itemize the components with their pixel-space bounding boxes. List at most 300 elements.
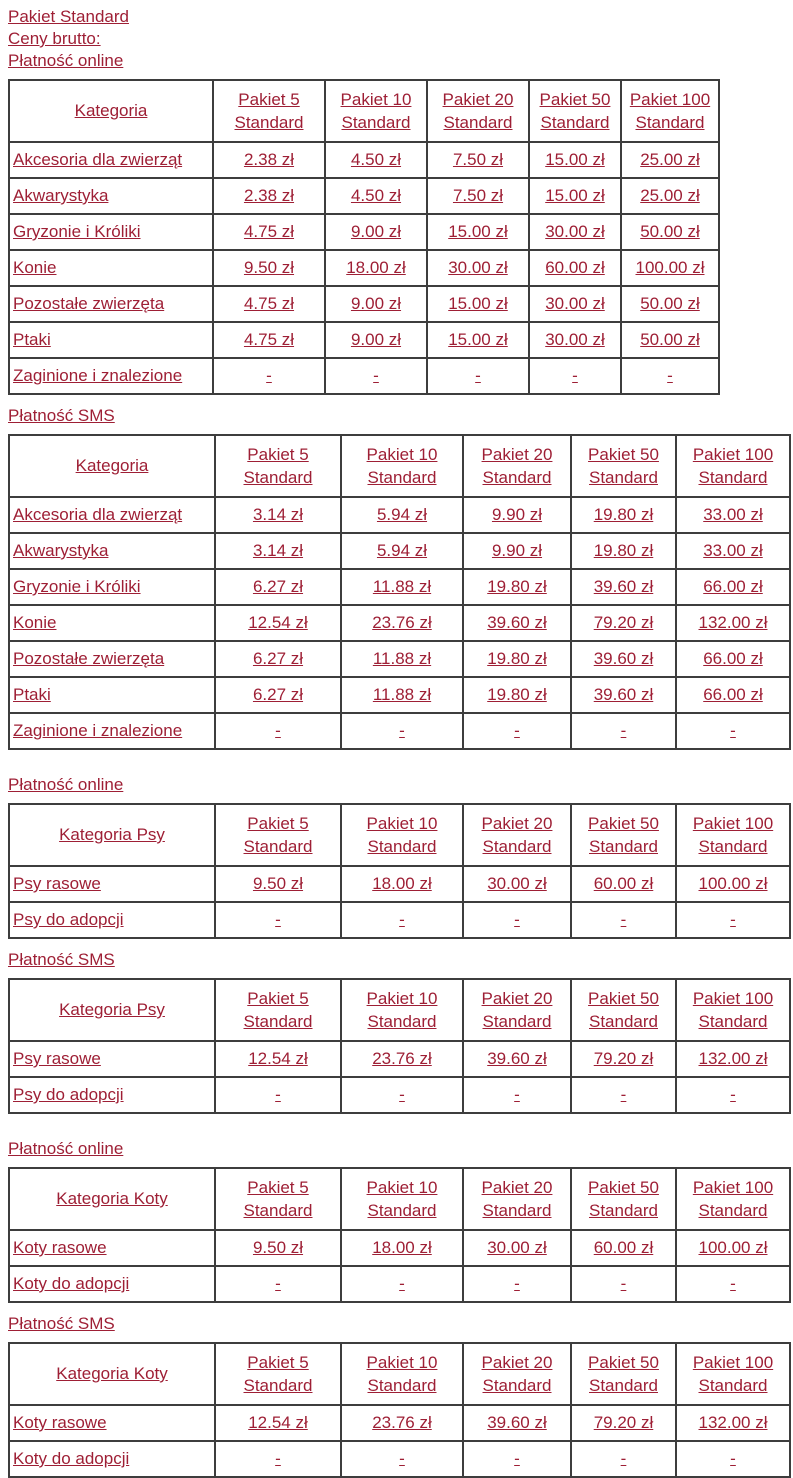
price-cell xyxy=(325,214,427,250)
price-link[interactable]: 30.00 zł xyxy=(545,330,605,349)
price-link[interactable]: 19.80 zł xyxy=(593,505,654,524)
price-link[interactable]: 23.76 zł xyxy=(372,1049,432,1068)
package-column-link[interactable] xyxy=(244,1353,313,1395)
price-cell xyxy=(215,902,341,938)
price-cell xyxy=(341,1405,463,1441)
price-cell xyxy=(463,1405,571,1441)
price-link[interactable]: 60.00 zł xyxy=(593,1238,654,1257)
category-cell xyxy=(9,178,213,214)
page-subtitle-link[interactable]: Ceny brutto: xyxy=(8,29,101,48)
table-header-row xyxy=(9,979,790,1041)
category-header-cell xyxy=(9,80,213,142)
category-cell xyxy=(9,1230,215,1266)
category-link[interactable]: Zaginione i znalezione xyxy=(13,366,183,385)
price-link[interactable]: - xyxy=(620,910,627,929)
category-link[interactable]: Konie xyxy=(13,258,57,277)
price-link[interactable]: 66.00 zł xyxy=(703,649,763,668)
price-cell xyxy=(621,322,719,358)
category-header-link[interactable]: Kategoria Psy xyxy=(59,1000,165,1019)
price-link[interactable]: 30.00 zł xyxy=(487,874,547,893)
price-link[interactable]: 60.00 zł xyxy=(545,258,605,277)
payment-method-link[interactable]: Płatność online xyxy=(8,51,124,70)
package-name-label: Pakiet 100 xyxy=(692,814,774,833)
price-link[interactable]: 4.75 zł xyxy=(243,294,295,313)
price-link[interactable]: 15.00 zł xyxy=(448,330,508,349)
price-link[interactable]: 18.00 zł xyxy=(372,874,432,893)
price-link[interactable]: 30.00 zł xyxy=(487,1238,547,1257)
price-link[interactable]: 5.94 zł xyxy=(376,505,428,524)
price-link[interactable]: - xyxy=(730,1449,736,1468)
category-header-link[interactable]: Kategoria xyxy=(74,101,148,120)
package-name-label: Pakiet 5 xyxy=(247,445,309,464)
package-name-label: Pakiet 20 xyxy=(442,90,514,109)
price-link[interactable]: 66.00 zł xyxy=(703,685,763,704)
category-cell xyxy=(9,902,215,938)
price-cell xyxy=(341,713,463,749)
price-link[interactable]: - xyxy=(667,366,673,385)
price-link[interactable]: 33.00 zł xyxy=(703,505,763,524)
price-link[interactable]: 7.50 zł xyxy=(452,186,504,205)
package-column-link[interactable] xyxy=(367,1178,438,1220)
price-cell xyxy=(529,250,621,286)
package-tier-label: Standard xyxy=(698,1012,768,1031)
package-column-link[interactable] xyxy=(693,445,773,487)
price-link[interactable]: - xyxy=(730,1085,736,1104)
package-column-link[interactable] xyxy=(367,989,438,1031)
price-cell xyxy=(215,677,341,713)
package-column-link[interactable] xyxy=(482,989,553,1031)
package-column-link[interactable] xyxy=(588,1178,659,1220)
price-link[interactable]: 39.60 zł xyxy=(487,1049,547,1068)
category-link[interactable]: Akcesoria dla zwierząt xyxy=(13,150,183,169)
price-link[interactable]: 100.00 zł xyxy=(698,874,768,893)
price-cell xyxy=(571,1230,676,1266)
price-link[interactable]: - xyxy=(399,1274,405,1293)
price-link[interactable]: 39.60 zł xyxy=(593,577,654,596)
price-cell xyxy=(571,497,676,533)
price-link[interactable]: 30.00 zł xyxy=(448,258,508,277)
price-cell xyxy=(621,178,719,214)
payment-method-link[interactable]: Płatność SMS xyxy=(8,406,115,425)
category-link[interactable]: Ptaki xyxy=(13,685,51,704)
category-link[interactable]: Koty rasowe xyxy=(13,1238,107,1257)
price-cell xyxy=(427,142,529,178)
price-link[interactable]: 23.76 zł xyxy=(372,613,432,632)
price-cell xyxy=(341,569,463,605)
package-header-cell xyxy=(341,1168,463,1230)
price-table xyxy=(8,978,791,1114)
package-column-link[interactable] xyxy=(693,1178,773,1220)
package-column-link[interactable] xyxy=(443,90,514,132)
category-link[interactable]: Psy do adopcji xyxy=(13,910,124,929)
category-link[interactable]: Akwarystyka xyxy=(13,541,109,560)
package-column-link[interactable] xyxy=(244,989,313,1031)
package-header-cell xyxy=(325,80,427,142)
price-cell xyxy=(676,902,790,938)
price-link[interactable]: 6.27 zł xyxy=(252,685,304,704)
package-column-link[interactable] xyxy=(244,445,313,487)
price-link[interactable]: 12.54 zł xyxy=(248,1049,308,1068)
package-tier-label: Standard xyxy=(589,468,658,487)
package-name-label: Pakiet 5 xyxy=(247,989,309,1008)
price-link[interactable]: - xyxy=(620,721,627,740)
package-header-cell xyxy=(341,979,463,1041)
price-link[interactable]: 39.60 zł xyxy=(593,685,654,704)
price-link[interactable]: 4.50 zł xyxy=(350,186,402,205)
price-link[interactable]: 12.54 zł xyxy=(248,1413,308,1432)
payment-method-link[interactable]: Płatność online xyxy=(8,1139,124,1158)
payment-method-link[interactable]: Płatność SMS xyxy=(8,950,115,969)
package-column-link[interactable] xyxy=(482,1353,553,1395)
category-link[interactable]: Koty rasowe xyxy=(13,1413,107,1432)
price-link[interactable]: 11.88 zł xyxy=(372,649,432,668)
table-row xyxy=(9,322,719,358)
table-row xyxy=(9,866,790,902)
price-link[interactable]: - xyxy=(514,1449,520,1468)
category-link[interactable]: Psy rasowe xyxy=(13,1049,101,1068)
price-link[interactable]: 9.90 zł xyxy=(491,505,543,524)
package-name-label: Pakiet 5 xyxy=(247,1178,309,1197)
price-link[interactable]: 4.50 zł xyxy=(350,150,402,169)
package-name-label: Pakiet 50 xyxy=(588,1353,659,1372)
price-link[interactable]: 15.00 zł xyxy=(448,222,508,241)
price-cell xyxy=(529,142,621,178)
price-cell xyxy=(325,142,427,178)
price-link[interactable]: 79.20 zł xyxy=(593,613,654,632)
table-row xyxy=(9,1441,790,1477)
package-header-cell xyxy=(215,435,341,497)
package-tier-label: Standard xyxy=(698,468,768,487)
price-link[interactable]: 18.00 zł xyxy=(372,1238,432,1257)
category-link[interactable]: Konie xyxy=(13,613,57,632)
price-link[interactable]: - xyxy=(572,366,578,385)
price-cell xyxy=(341,1266,463,1302)
package-column-link[interactable] xyxy=(630,90,710,132)
price-link[interactable]: 7.50 zł xyxy=(452,150,504,169)
category-link[interactable]: Ptaki xyxy=(13,330,51,349)
price-link[interactable]: - xyxy=(514,721,520,740)
price-cell xyxy=(213,142,325,178)
package-column-link[interactable] xyxy=(244,1178,313,1220)
table-row xyxy=(9,1405,790,1441)
price-link[interactable]: 50.00 zł xyxy=(640,330,700,349)
price-link[interactable]: 9.00 zł xyxy=(350,222,402,241)
price-link[interactable]: - xyxy=(275,910,281,929)
price-cell xyxy=(676,1077,790,1113)
table-row xyxy=(9,1266,790,1302)
pricing-section xyxy=(8,405,793,750)
price-cell xyxy=(463,1041,571,1077)
category-link[interactable]: Zaginione i znalezione xyxy=(13,721,183,740)
price-link[interactable]: 79.20 zł xyxy=(593,1049,654,1068)
price-cell xyxy=(676,605,790,641)
package-name-label: Pakiet 50 xyxy=(588,989,659,1008)
package-column-link[interactable] xyxy=(588,445,659,487)
price-link[interactable]: 132.00 zł xyxy=(698,1049,768,1068)
price-cell xyxy=(676,497,790,533)
package-header-cell xyxy=(341,435,463,497)
price-link[interactable]: 9.50 zł xyxy=(252,1238,304,1257)
price-link[interactable]: - xyxy=(514,1085,520,1104)
category-header-link[interactable]: Kategoria Koty xyxy=(56,1189,168,1208)
price-link[interactable]: 3.14 zł xyxy=(252,505,304,524)
price-link[interactable]: 15.00 zł xyxy=(545,186,605,205)
page-title-link[interactable]: Pakiet Standard xyxy=(8,7,129,26)
package-column-link[interactable] xyxy=(588,1353,659,1395)
package-header-cell xyxy=(215,804,341,866)
price-link[interactable]: - xyxy=(373,366,379,385)
price-cell xyxy=(621,286,719,322)
price-link[interactable]: 15.00 zł xyxy=(545,150,605,169)
price-link[interactable]: 19.80 zł xyxy=(593,541,654,560)
price-link[interactable]: 3.14 zł xyxy=(252,541,304,560)
price-cell xyxy=(341,605,463,641)
package-column-link[interactable] xyxy=(482,445,553,487)
package-column-link[interactable] xyxy=(693,989,773,1031)
price-cell xyxy=(571,713,676,749)
pricing-section xyxy=(8,949,793,1114)
price-link[interactable]: 66.00 zł xyxy=(703,577,763,596)
package-tier-label: Standard xyxy=(589,1376,658,1395)
package-column-link[interactable] xyxy=(341,90,412,132)
category-header-link[interactable]: Kategoria Psy xyxy=(59,825,165,844)
package-header-cell xyxy=(676,804,790,866)
category-link[interactable]: Pozostałe zwierzęta xyxy=(13,649,165,668)
price-link[interactable]: 6.27 zł xyxy=(252,649,304,668)
price-link[interactable]: - xyxy=(275,721,281,740)
package-column-link[interactable] xyxy=(588,814,659,856)
package-column-link[interactable] xyxy=(244,814,313,856)
category-cell xyxy=(9,713,215,749)
category-header-link[interactable]: Kategoria xyxy=(75,456,149,475)
price-link[interactable]: 11.88 zł xyxy=(372,685,432,704)
price-link[interactable]: 11.88 zł xyxy=(372,577,432,596)
price-link[interactable]: 4.75 zł xyxy=(243,330,295,349)
price-link[interactable]: 60.00 zł xyxy=(593,874,654,893)
price-cell xyxy=(341,641,463,677)
package-column-link[interactable] xyxy=(482,814,553,856)
category-header-cell xyxy=(9,1168,215,1230)
price-cell xyxy=(676,866,790,902)
price-link[interactable]: 2.38 zł xyxy=(243,150,295,169)
price-link[interactable]: - xyxy=(730,1274,736,1293)
price-cell xyxy=(463,713,571,749)
package-header-cell xyxy=(676,1168,790,1230)
category-cell xyxy=(9,1266,215,1302)
price-link[interactable]: - xyxy=(275,1274,281,1293)
price-link[interactable]: 9.50 zł xyxy=(252,874,304,893)
category-link[interactable]: Pozostałe zwierzęta xyxy=(13,294,165,313)
package-column-link[interactable] xyxy=(540,90,611,132)
price-link[interactable]: 9.90 zł xyxy=(491,541,543,560)
price-link[interactable]: - xyxy=(514,910,520,929)
price-link[interactable]: - xyxy=(730,910,736,929)
package-tier-label: Standard xyxy=(367,1376,437,1395)
category-cell xyxy=(9,214,213,250)
price-link[interactable]: - xyxy=(514,1274,520,1293)
price-link[interactable]: 132.00 zł xyxy=(698,1413,768,1432)
price-cell xyxy=(215,713,341,749)
payment-method-link[interactable]: Płatność online xyxy=(8,775,124,794)
category-header-link[interactable]: Kategoria Koty xyxy=(56,1364,168,1383)
price-cell xyxy=(325,286,427,322)
price-link[interactable]: 100.00 zł xyxy=(635,258,705,277)
price-cell xyxy=(341,1077,463,1113)
package-header-cell xyxy=(215,1343,341,1405)
price-link[interactable]: - xyxy=(620,1274,627,1293)
price-cell xyxy=(463,533,571,569)
price-link[interactable]: - xyxy=(475,366,481,385)
table-row xyxy=(9,497,790,533)
price-link[interactable]: 25.00 zł xyxy=(640,186,700,205)
package-tier-label: Standard xyxy=(698,1376,768,1395)
package-column-link[interactable] xyxy=(367,445,438,487)
package-name-label: Pakiet 100 xyxy=(629,90,711,109)
package-column-link[interactable] xyxy=(367,1353,438,1395)
price-link[interactable]: 39.60 zł xyxy=(487,613,547,632)
package-name-label: Pakiet 50 xyxy=(539,90,611,109)
category-cell xyxy=(9,569,215,605)
price-link[interactable]: 39.60 zł xyxy=(487,1413,547,1432)
price-link[interactable]: 79.20 zł xyxy=(593,1413,654,1432)
price-link[interactable]: 50.00 zł xyxy=(640,294,700,313)
price-link[interactable]: 19.80 zł xyxy=(487,685,547,704)
package-column-link[interactable] xyxy=(367,814,438,856)
price-link[interactable]: - xyxy=(399,910,405,929)
category-link[interactable]: Akcesoria dla zwierząt xyxy=(13,505,183,524)
price-cell xyxy=(463,902,571,938)
price-cell xyxy=(676,569,790,605)
package-column-link[interactable] xyxy=(693,1353,773,1395)
price-link[interactable]: 25.00 zł xyxy=(640,150,700,169)
price-link[interactable]: - xyxy=(620,1085,627,1104)
price-link[interactable]: - xyxy=(399,721,405,740)
package-column-link[interactable] xyxy=(235,90,304,132)
package-name-label: Pakiet 10 xyxy=(366,445,438,464)
package-tier-label: Standard xyxy=(635,113,705,132)
price-cell xyxy=(571,641,676,677)
price-table xyxy=(8,79,720,395)
category-link[interactable]: Koty do adopcji xyxy=(13,1449,130,1468)
package-tier-label: Standard xyxy=(367,837,437,856)
category-cell xyxy=(9,605,215,641)
table-row xyxy=(9,1077,790,1113)
payment-method-link[interactable]: Płatność SMS xyxy=(8,1314,115,1333)
price-cell xyxy=(215,866,341,902)
category-header-cell xyxy=(9,1343,215,1405)
price-link[interactable]: 50.00 zł xyxy=(640,222,700,241)
price-link[interactable]: - xyxy=(620,1449,627,1468)
price-link[interactable]: 9.50 zł xyxy=(243,258,295,277)
package-column-link[interactable] xyxy=(588,989,659,1031)
price-link[interactable]: - xyxy=(275,1085,281,1104)
category-cell xyxy=(9,533,215,569)
price-cell xyxy=(215,569,341,605)
price-link[interactable]: 9.00 zł xyxy=(350,294,402,313)
package-name-label: Pakiet 20 xyxy=(481,1353,553,1372)
package-name-label: Pakiet 5 xyxy=(247,1353,309,1372)
category-cell xyxy=(9,142,213,178)
package-tier-label: Standard xyxy=(243,1376,313,1395)
price-link[interactable]: 30.00 zł xyxy=(545,222,605,241)
price-link[interactable]: 39.60 zł xyxy=(593,649,654,668)
table-row xyxy=(9,1041,790,1077)
price-link[interactable]: 5.94 zł xyxy=(376,541,428,560)
category-link[interactable]: Gryzonie i Króliki xyxy=(13,577,141,596)
table-header-row xyxy=(9,1168,790,1230)
price-link[interactable]: 23.76 zł xyxy=(372,1413,432,1432)
price-link[interactable]: - xyxy=(730,721,736,740)
price-link[interactable]: 6.27 zł xyxy=(252,577,304,596)
price-link[interactable]: 15.00 zł xyxy=(448,294,508,313)
table-row xyxy=(9,713,790,749)
package-tier-label: Standard xyxy=(367,468,437,487)
package-name-label: Pakiet 5 xyxy=(247,814,309,833)
pricing-section xyxy=(8,1138,793,1303)
table-row xyxy=(9,178,719,214)
price-link[interactable]: 9.00 zł xyxy=(350,330,402,349)
package-column-link[interactable] xyxy=(693,814,773,856)
category-link[interactable]: Koty do adopcji xyxy=(13,1274,130,1293)
package-column-link[interactable] xyxy=(482,1178,553,1220)
category-link[interactable]: Psy rasowe xyxy=(13,874,101,893)
price-link[interactable]: - xyxy=(275,1449,281,1468)
price-link[interactable]: 4.75 zł xyxy=(243,222,295,241)
package-tier-label: Standard xyxy=(589,1012,658,1031)
category-cell xyxy=(9,1405,215,1441)
price-cell xyxy=(571,902,676,938)
package-tier-label: Standard xyxy=(540,113,610,132)
price-link[interactable]: 19.80 zł xyxy=(487,577,547,596)
price-link[interactable]: 33.00 zł xyxy=(703,541,763,560)
price-link[interactable]: 18.00 zł xyxy=(346,258,406,277)
price-cell xyxy=(621,250,719,286)
price-link[interactable]: 19.80 zł xyxy=(487,649,547,668)
category-link[interactable]: Gryzonie i Króliki xyxy=(13,222,141,241)
price-table xyxy=(8,434,791,750)
table-header-row xyxy=(9,435,790,497)
table-row xyxy=(9,641,790,677)
price-cell xyxy=(676,677,790,713)
price-cell xyxy=(341,902,463,938)
price-link[interactable]: 12.54 zł xyxy=(248,613,308,632)
package-header-cell xyxy=(571,1343,676,1405)
price-cell xyxy=(341,1041,463,1077)
package-name-label: Pakiet 20 xyxy=(481,989,553,1008)
price-cell xyxy=(213,250,325,286)
category-link[interactable]: Akwarystyka xyxy=(13,186,109,205)
price-cell xyxy=(325,250,427,286)
price-link[interactable]: - xyxy=(399,1085,405,1104)
price-link[interactable]: - xyxy=(399,1449,405,1468)
price-link[interactable]: 100.00 zł xyxy=(698,1238,768,1257)
package-header-cell xyxy=(676,1343,790,1405)
price-cell xyxy=(529,214,621,250)
price-link[interactable]: 2.38 zł xyxy=(243,186,295,205)
price-cell xyxy=(676,1441,790,1477)
table-row xyxy=(9,286,719,322)
package-header-cell xyxy=(676,979,790,1041)
price-cell xyxy=(571,1266,676,1302)
price-link[interactable]: 30.00 zł xyxy=(545,294,605,313)
category-cell xyxy=(9,641,215,677)
price-link[interactable]: 132.00 zł xyxy=(698,613,768,632)
price-link[interactable]: - xyxy=(266,366,272,385)
price-cell xyxy=(676,1405,790,1441)
package-name-label: Pakiet 50 xyxy=(588,814,659,833)
category-link[interactable]: Psy do adopcji xyxy=(13,1085,124,1104)
package-tier-label: Standard xyxy=(234,113,304,132)
